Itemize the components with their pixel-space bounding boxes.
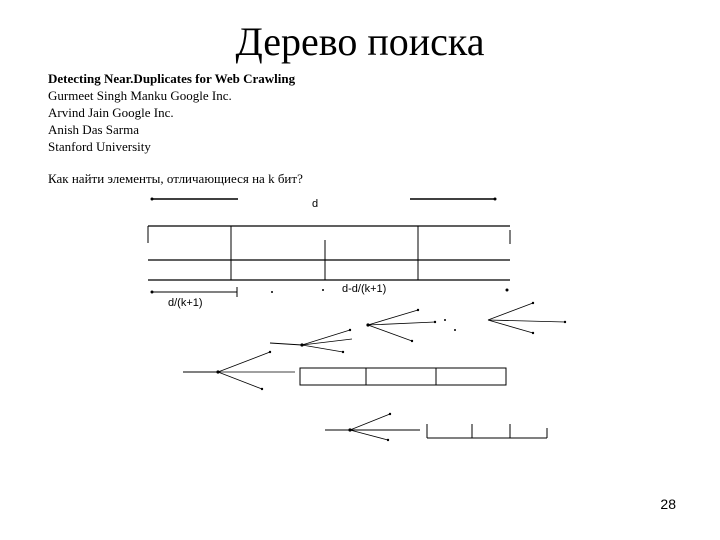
- label-d: d: [312, 198, 319, 210]
- paper-title: Detecting Near.Duplicates for Web Crawling: [48, 71, 296, 86]
- author-line: Anish Das Sarma: [48, 122, 139, 137]
- label-rest: d-d/(k+1): [342, 283, 387, 295]
- dimension-arrow-d: [151, 198, 497, 201]
- sub-table-middle: [300, 368, 506, 385]
- fingerprint-table: [148, 226, 510, 280]
- tree-nodes: [216, 302, 566, 441]
- page-number: 28: [660, 496, 676, 512]
- question-text: Как найти элементы, отличающиеся на k бит?: [48, 171, 303, 186]
- sub-table-lower: [427, 424, 547, 438]
- author-line: Arvind Jain Google Inc.: [48, 105, 174, 120]
- label-block: d/(k+1): [168, 297, 203, 309]
- author-line: Gurmeet Singh Manku Google Inc.: [48, 88, 232, 103]
- dimension-arrow-block: [151, 287, 274, 297]
- tree-branches: [183, 303, 565, 440]
- slide-title: Дерево поиска: [235, 19, 485, 64]
- author-line: Stanford University: [48, 139, 151, 154]
